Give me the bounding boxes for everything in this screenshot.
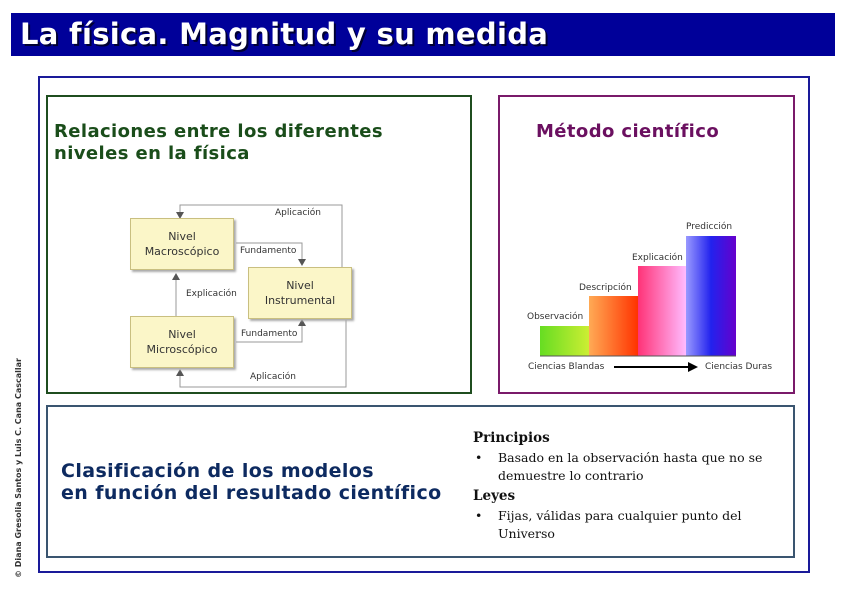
label-aplicacion-top: Aplicación (275, 208, 321, 218)
relaciones-heading-line2: niveles en la física (54, 143, 250, 164)
bar-explicacion (638, 266, 686, 356)
bar-observacion (540, 326, 589, 356)
nivel-instrumental-box (248, 267, 352, 319)
clasificacion-heading-line1: Clasificación de los modelos (61, 460, 374, 482)
relaciones-heading-line1: Relaciones entre los diferentes (54, 121, 384, 142)
leyes-heading: Leyes (473, 488, 516, 504)
label-explicacion: Explicación (186, 289, 237, 299)
title-bar (11, 13, 835, 56)
clasificacion-heading-line2: en función del resultado científico (61, 482, 442, 504)
label-fundamento-bottom: Fundamento (241, 329, 298, 339)
nivel-microscopico-box (130, 316, 234, 368)
nivel-instr-label-1: Nivel (286, 279, 314, 292)
bullet: • (475, 508, 483, 523)
bar-prediccion (686, 236, 736, 356)
nivel-macro-label-2: Macroscópico (144, 245, 220, 258)
clasificacion-list (473, 430, 763, 546)
relaciones-heading (54, 121, 383, 165)
nivel-instr-label-2: Instrumental (264, 294, 336, 307)
nivel-macroscopico-box (130, 218, 234, 270)
bar-descripcion (589, 296, 638, 356)
bullet: • (475, 450, 483, 465)
principios-heading: Principios (473, 430, 550, 446)
principios-item (473, 449, 763, 485)
principios-text: Basado en la observación hasta que no se demuestre lo contrario (498, 450, 763, 483)
page-title: La física. Magnitud y su medida (20, 17, 549, 51)
copyright-credit: © Diana Gresolia Santos y Luis C. Cana Cascallar (14, 358, 23, 578)
bar-label-observacion: Observación (527, 312, 584, 322)
clasificacion-heading (61, 460, 442, 504)
label-aplicacion-bottom: Aplicación (250, 372, 296, 382)
bar-label-descripcion: Descripción (579, 283, 632, 293)
leyes-text: Fijas, válidas para cualquier punto del Universo (498, 508, 742, 541)
axis-label-duras: Ciencias Duras (705, 362, 773, 372)
nivel-micro-label-2: Microscópico (146, 343, 218, 356)
metodo-heading: Método científico (536, 121, 720, 142)
bar-label-prediccion: Predicción (686, 222, 733, 232)
label-fundamento-top: Fundamento (240, 246, 297, 256)
nivel-macro-label-1: Nivel (168, 230, 196, 243)
leyes-item (473, 507, 763, 543)
nivel-micro-label-1: Nivel (168, 328, 196, 341)
bar-label-explicacion: Explicación (632, 253, 683, 263)
axis-label-blandas: Ciencias Blandas (528, 362, 605, 372)
